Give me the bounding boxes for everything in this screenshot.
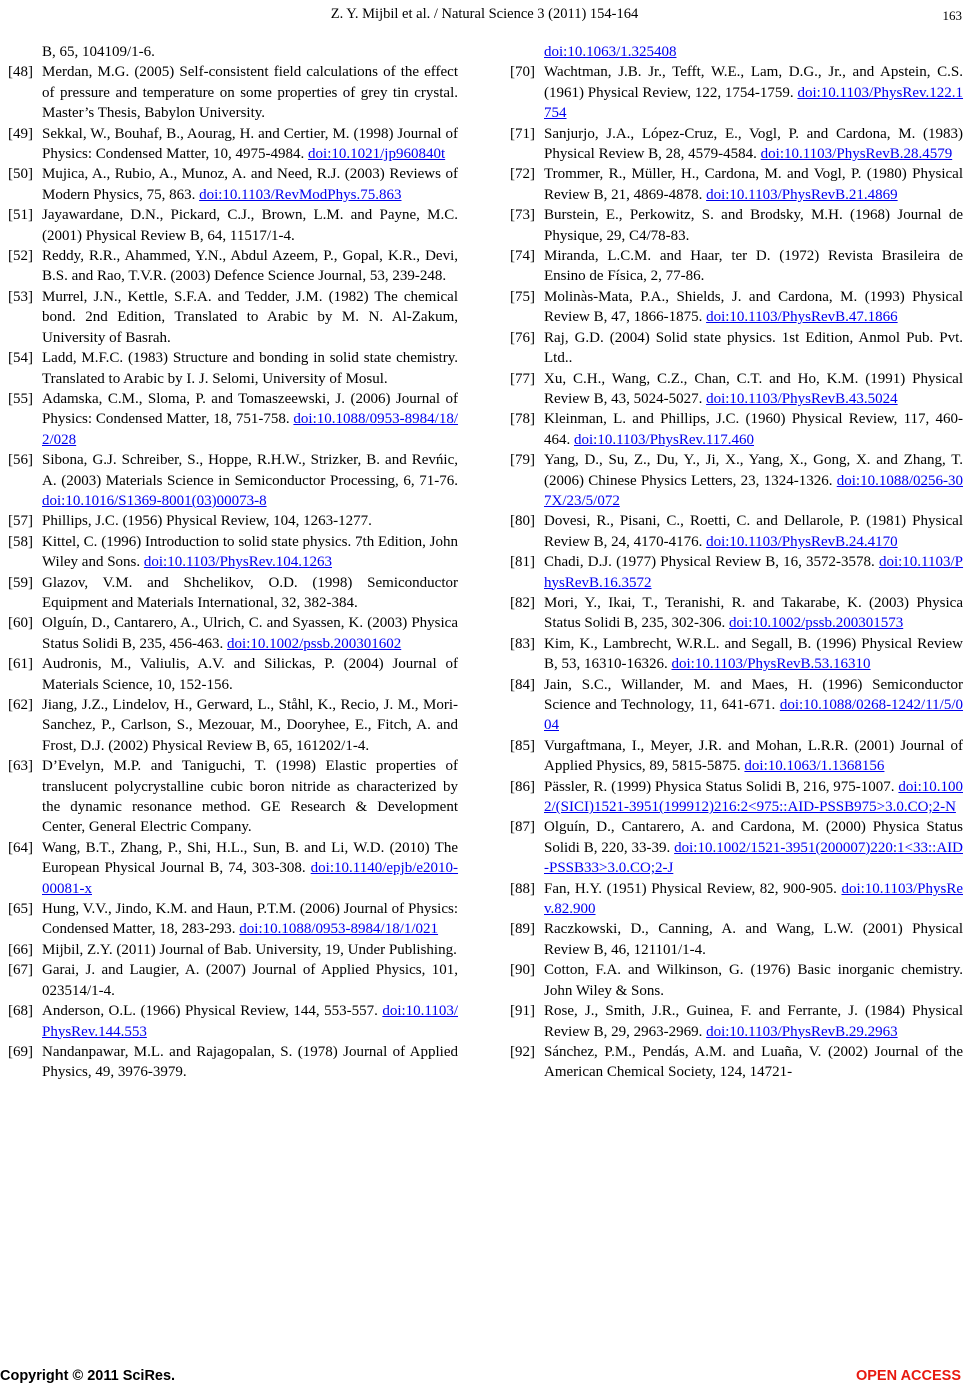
- reference-body: [42, 62, 458, 123]
- reference-body: [42, 940, 458, 960]
- page-header: [0, 6, 969, 32]
- running-title: Z. Y. Mijbil et al. / Natural Science 3 (2011) 154-164: [330, 6, 639, 22]
- reference-item: [8, 164, 458, 205]
- reference-text: Adamska, C.M., Sloma, P. and Tomaszeewski, J. (2006) Journal of Physics: Condensed Matter, 18, 751-758.: [42, 390, 458, 428]
- doi-link[interactable]: doi:10.1103/PhysRevB.43.5024: [706, 390, 898, 407]
- reference-body: [42, 1042, 458, 1083]
- reference-item: [510, 879, 963, 920]
- page-number: 163: [942, 8, 962, 23]
- doi-link[interactable]: doi:10.1088/0953-8984/18/2/028: [42, 411, 459, 448]
- reference-number: [52]: [8, 248, 33, 265]
- reference-text: Xu, C.H., Wang, C.Z., Chan, C.T. and Ho, K.M. (1991) Physical Review B, 43, 5024-5027.: [544, 370, 963, 407]
- reference-item: [8, 838, 458, 899]
- reference-text: Sanjurjo, J.A., López-Cruz, E., Vogl, P. and Cardona, M. (1983) Physical Review B, 28, 4579-4584.: [544, 125, 963, 163]
- reference-number: [65]: [8, 901, 33, 918]
- reference-item: [510, 919, 963, 960]
- reference-number: [50]: [8, 166, 33, 183]
- reference-text: Jain, S.C., Willander, M. and Maes, H. (1996) Semiconductor Science and Technology, 11, 641-671.: [544, 676, 963, 713]
- doi-link[interactable]: doi:10.1103/PhysRev.144.553: [42, 1003, 459, 1040]
- reference-text: Wang, B.T., Zhang, P., Shi, H.L., Sun, B. and Li, W.D. (2010) The European Physical Journal B, 74, 303-308.: [42, 839, 458, 877]
- reference-number: [75]: [510, 288, 535, 305]
- reference-number: [85]: [510, 737, 535, 754]
- reference-body: [544, 205, 963, 246]
- reference-number: [55]: [8, 390, 33, 407]
- reference-item: [8, 205, 458, 246]
- reference-body: [544, 328, 963, 369]
- reference-text: Mori, Y., Ikai, T., Teranishi, R. and Takarabe, K. (2003) Physica Status Solidi B, 235, 302-306.: [544, 594, 963, 632]
- doi-link[interactable]: doi:10.1140/epjb/e2010-00081-x: [42, 860, 459, 897]
- reference-list: [8, 62, 458, 1082]
- reference-item: [510, 634, 963, 675]
- reference-item: [8, 899, 458, 940]
- reference-item: [510, 552, 963, 593]
- reference-body: [42, 838, 458, 899]
- reference-item: [510, 736, 963, 777]
- reference-body: [544, 164, 963, 205]
- reference-body: [544, 736, 963, 777]
- copyright-notice: Copyright © 2011 SciRes.: [0, 1368, 176, 1384]
- reference-body: [42, 654, 458, 695]
- reference-item: [8, 511, 458, 531]
- reference-item: [8, 532, 458, 573]
- reference-item: [8, 287, 458, 348]
- reference-number: [67]: [8, 962, 33, 979]
- reference-text: Raczkowski, D., Canning, A. and Wang, L.W. (2001) Physical Review B, 46, 121101/1-4.: [544, 921, 963, 958]
- reference-body: [544, 552, 963, 593]
- doi-link[interactable]: doi:10.1103/RevModPhys.75.863: [199, 186, 402, 203]
- reference-number: [49]: [8, 125, 33, 142]
- reference-body: [544, 511, 963, 552]
- reference-text: Jiang, J.Z., Lindelov, H., Gerward, L., Ståhl, K., Recio, J. M., Mori-Sanchez, P., Carlson, S., Mezouar, M., Dooryhee, E., Fitch, A. and Frost, D.J. (2002) Physical Review B, 65, 161202/1-4.: [42, 697, 458, 754]
- reference-body: [544, 287, 963, 328]
- reference-text: Chadi, D.J. (1977) Physical Review B, 16, 3572-3578.: [544, 554, 875, 571]
- reference-body: [544, 675, 963, 736]
- reference-text: Olguín, D., Cantarero, A., Ulrich, C. and Syassen, K. (2003) Physica Status Solidi B, 235, 456-463.: [42, 615, 458, 652]
- reference-item: [510, 205, 963, 246]
- doi-link[interactable]: doi:10.1002/pssb.200301602: [227, 635, 402, 652]
- reference-number: [74]: [510, 248, 535, 265]
- reference-text: Trommer, R., Müller, H., Cardona, M. and Vogl, P. (1980) Physical Review B, 21, 4869-4878.: [544, 166, 963, 203]
- doi-link[interactable]: doi:10.1103/PhysRevB.28.4579: [760, 146, 953, 163]
- reference-number: [71]: [510, 125, 535, 142]
- reference-text: Nandanpawar, M.L. and Rajagopalan, S. (1978) Journal of Applied Physics, 49, 3976-3979.: [42, 1043, 458, 1081]
- reference-item: [510, 511, 963, 552]
- reference-number: [79]: [510, 452, 535, 469]
- reference-number: [58]: [8, 533, 33, 550]
- reference-item: [8, 756, 458, 838]
- reference-item: [8, 389, 458, 450]
- reference-number: [90]: [510, 962, 535, 979]
- reference-body: [544, 246, 963, 287]
- reference-text: Phillips, J.C. (1956) Physical Review, 104, 1263-1277.: [42, 513, 372, 530]
- reference-text: Reddy, R.R., Ahammed, Y.N., Abdul Azeem, P., Gopal, K.R., Devi, B.S. and Rao, T.V.R. (2003) Defence Science Journal, 53, 239-248.: [42, 248, 458, 285]
- doi-link[interactable]: doi:10.1063/1.1368156: [744, 758, 885, 775]
- reference-text: Jayawardane, D.N., Pickard, C.J., Brown, L.M. and Payne, M.C. (2001) Physical Review B, 64, 11517/1-4.: [42, 207, 458, 244]
- reference-item: [510, 409, 963, 450]
- reference-number: [56]: [8, 452, 33, 469]
- doi-link[interactable]: doi:10.1103/PhysRevB.47.1866: [706, 309, 898, 326]
- reference-item: [8, 450, 458, 511]
- reference-item: [510, 246, 963, 287]
- reference-text: Miranda, L.C.M. and Haar, ter D. (1972) Revista Brasileira de Ensino de Física, 2, 77-86.: [544, 248, 963, 285]
- reference-item: [510, 1001, 963, 1042]
- reference-number: [62]: [8, 697, 33, 713]
- reference-number: [73]: [510, 207, 535, 224]
- reference-text: Ladd, M.F.C. (1983) Structure and bonding in solid state chemistry. Translated to Arabic by I. J. Selomi, University of Mosul.: [42, 350, 458, 387]
- reference-number: [89]: [510, 921, 535, 938]
- reference-text: Mujica, A., Rubio, A., Munoz, A. and Need, R.J. (2003) Reviews of Modern Physics, 75, 863.: [42, 166, 458, 203]
- reference-number: [87]: [510, 819, 535, 836]
- doi-link[interactable]: doi:10.1103/PhysRevB.24.4170: [706, 533, 898, 550]
- reference-number: [83]: [510, 635, 535, 652]
- reference-item: [8, 246, 458, 287]
- reference-number: [61]: [8, 656, 33, 673]
- reference-text: Cotton, F.A. and Wilkinson, G. (1976) Basic inorganic chemistry. John Wiley & Sons.: [544, 962, 963, 999]
- reference-body: [42, 450, 458, 511]
- reference-text: Mijbil, Z.Y. (2011) Journal of Bab. University, 19, Under Publishing.: [42, 941, 457, 958]
- reference-body: [42, 960, 458, 1001]
- page-footer: [0, 1368, 969, 1388]
- reference-body: [42, 389, 458, 450]
- reference-body: [544, 960, 963, 1001]
- reference-number: [78]: [510, 411, 535, 428]
- reference-item: [510, 450, 963, 511]
- reference-text: Kim, K., Lambrecht, W.R.L. and Segall, B. (1996) Physical Review B, 53, 16310-16326.: [544, 635, 963, 673]
- reference-item: [510, 960, 963, 1001]
- reference-text: Kittel, C. (1996) Introduction to solid state physics. 7th Edition, John Wiley and Sons.: [42, 533, 458, 571]
- reference-text: Garai, J. and Laugier, A. (2007) Journal of Applied Physics, 101, 023514/1-4.: [42, 962, 458, 999]
- reference-text: Wachtman, J.B. Jr., Tefft, W.E., Lam, D.G., Jr., and Apstein, C.S. (1961) Physical Review, 122, 1754-1759.: [544, 64, 963, 101]
- reference-number: [59]: [8, 574, 33, 591]
- right-reference-column: [510, 42, 963, 1083]
- reference-item: [510, 777, 963, 818]
- reference-number: [82]: [510, 594, 535, 611]
- reference-number: [64]: [8, 839, 33, 856]
- reference-item: [510, 287, 963, 328]
- doi-link[interactable]: doi:10.1002/(SICI)1521-3951(199912)216:2<975::AID-PSSB975>3.0.CO;2-N: [544, 778, 963, 816]
- doi-link[interactable]: doi:10.1103/PhysRevB.53.16310: [671, 656, 871, 673]
- reference-body: [42, 287, 458, 348]
- reference-body: [544, 409, 963, 450]
- reference-body: [42, 124, 458, 165]
- reference-text: Olguín, D., Cantarero, A. and Cardona, M. (2000) Physica Status Solidi B, 220, 33-39.: [544, 819, 963, 856]
- reference-text: D’Evelyn, M.P. and Taniguchi, T. (1998) Elastic properties of translucent polycrystalline cubic boron nitride as characterized by the dynamic resonance method. GE Research & Development Center, General Electric Company.: [42, 758, 458, 836]
- reference-item: [8, 1001, 458, 1042]
- reference-body: [42, 164, 458, 205]
- reference-list: [510, 62, 963, 1082]
- reference-item: [8, 124, 458, 165]
- doi-link[interactable]: doi:10.1088/0268-1242/11/5/004: [544, 697, 964, 734]
- reference-number: [84]: [510, 676, 535, 693]
- doi-link[interactable]: doi:10.1088/0953-8984/18/1/021: [239, 921, 439, 938]
- reference-item: [8, 1042, 458, 1083]
- reference-body: [544, 919, 963, 960]
- reference-number: [72]: [510, 166, 535, 183]
- reference-number: [66]: [8, 941, 33, 958]
- reference-text: Burstein, E., Perkowitz, S. and Brodsky, M.H. (1968) Journal de Physique, 29, C4/78-83.: [544, 207, 963, 244]
- reference-item: [510, 675, 963, 736]
- reference-item: [510, 62, 963, 123]
- reference-body: [544, 450, 963, 511]
- reference-body: [544, 879, 963, 920]
- reference-number: [77]: [510, 370, 535, 387]
- doi-link[interactable]: doi:10.1103/PhysRev.117.460: [574, 431, 755, 448]
- reference-body: [42, 756, 458, 838]
- reference-text: Yang, D., Su, Z., Du, Y., Ji, X., Yang, X., Gong, X. and Zhang, T. (2006) Chinese Physics Letters, 23, 1324-1326.: [544, 452, 963, 489]
- reference-body: [42, 573, 458, 614]
- reference-number: [91]: [510, 1003, 535, 1020]
- reference-item: [8, 573, 458, 614]
- reference-body: [544, 593, 963, 634]
- reference-body: [544, 369, 963, 410]
- reference-item: [8, 348, 458, 389]
- reference-number: [53]: [8, 288, 33, 305]
- reference-number: [51]: [8, 207, 33, 224]
- reference-number: [80]: [510, 513, 535, 530]
- reference-item: [8, 940, 458, 960]
- reference-text: Hung, V.V., Jindo, K.M. and Haun, P.T.M. (2006) Journal of Physics: Condensed Matter, 18, 283-293.: [42, 901, 458, 938]
- reference-text: Sánchez, P.M., Pendás, A.M. and Luaña, V. (2002) Journal of the American Chemical Society, 124, 14721-: [544, 1043, 963, 1081]
- doi-link[interactable]: doi:10.1016/S1369-8001(03)00073-8: [42, 492, 267, 509]
- reference-text: Sekkal, W., Bouhaf, B., Aourag, H. and Certier, M. (1998) Journal of Physics: Condensed Matter, 10, 4975-4984.: [42, 125, 458, 163]
- reference-number: [60]: [8, 615, 33, 632]
- reference-number: [70]: [510, 64, 535, 81]
- reference-number: [63]: [8, 758, 33, 775]
- reference-body: [42, 613, 458, 654]
- reference-text: Audronis, M., Valiulis, A.V. and Silickas, P. (2004) Journal of Materials Science, 10, 152-156.: [42, 656, 458, 693]
- reference-number: [92]: [510, 1043, 535, 1060]
- reference-item: [510, 164, 963, 205]
- reference-item: [510, 369, 963, 410]
- reference-text: Raj, G.D. (2004) Solid state physics. 1st Edition, Anmol Pub. Pvt. Ltd..: [544, 329, 963, 367]
- doi-link[interactable]: doi:10.1103/PhysRev.122.1754: [544, 84, 964, 122]
- reference-item: [510, 817, 963, 878]
- doi-link[interactable]: doi:10.1002/pssb.200301573: [729, 615, 904, 632]
- doi-link[interactable]: doi:10.1063/1.325408: [544, 44, 677, 60]
- reference-body: [42, 348, 458, 389]
- reference-text: Vurgaftmana, I., Meyer, J.R. and Mohan, L.R.R. (2001) Journal of Applied Physics, 89, 5815-5875.: [544, 737, 963, 775]
- doi-link[interactable]: doi:10.1021/jp960840t: [308, 146, 446, 163]
- reference-number: [76]: [510, 329, 535, 346]
- reference-item: [8, 695, 458, 756]
- doi-link[interactable]: doi:10.1103/PhysRevB.16.3572: [544, 554, 964, 591]
- reference-text: Fan, H.Y. (1951) Physical Review, 82, 900-905.: [544, 880, 837, 897]
- reference-item: [8, 613, 458, 654]
- reference-item: [8, 654, 458, 695]
- doi-link[interactable]: doi:10.1002/1521-3951(200007)220:1<33::AID-PSSB33>3.0.CO;2-J: [544, 839, 963, 877]
- reference-number: [88]: [510, 880, 535, 897]
- reference-body: [42, 695, 458, 756]
- reference-item: [510, 124, 963, 165]
- reference-number: [54]: [8, 350, 33, 367]
- reference-body: [42, 205, 458, 246]
- reference-text: Glazov, V.M. and Shchelikov, O.D. (1998) Semiconductor Equipment and Materials International, 32, 382-384.: [42, 574, 458, 611]
- reference-item: [8, 62, 458, 123]
- reference-text: Anderson, O.L. (1966) Physical Review, 144, 553-557.: [42, 1003, 378, 1020]
- reference-body: [544, 1042, 963, 1083]
- doi-link[interactable]: doi:10.1103/PhysRev.82.900: [544, 880, 963, 918]
- reference-body: [544, 817, 963, 878]
- reference-text: Molinàs-Mata, P.A., Shields, J. and Cardona, M. (1993) Physical Review B, 47, 1866-1875.: [544, 288, 963, 326]
- doi-link[interactable]: doi:10.1088/0256-307X/23/5/072: [544, 472, 963, 509]
- reference-body: [544, 124, 963, 165]
- open-access-label: OPEN ACCESS: [855, 1368, 961, 1384]
- reference-body: [544, 1001, 963, 1042]
- reference-body: [42, 1001, 458, 1042]
- doi-link[interactable]: doi:10.1103/PhysRevB.29.2963: [706, 1023, 898, 1040]
- reference-body: [544, 62, 963, 123]
- reference-text: Rose, J., Smith, J.R., Guinea, F. and Ferrante, J. (1984) Physical Review B, 29, 2963-2969.: [544, 1003, 963, 1040]
- reference-item: [8, 960, 458, 1001]
- reference-text: Murrel, J.N., Kettle, S.F.A. and Tedder, J.M. (1982) The chemical bond. 2nd Edition, Translated to Arabic by M. N. Al-Zakum, University of Basrah.: [42, 288, 458, 346]
- reference-text: Sibona, G.J. Schreiber, S., Hoppe, R.H.W., Strizker, B. and Revńic, A. (2003) Materials Science in Semiconductor Processing, 6, 71-76.: [42, 452, 458, 489]
- doi-link[interactable]: doi:10.1103/PhysRev.104.1263: [143, 554, 332, 571]
- reference-continuation: B, 65, 104109/1-6.: [42, 44, 155, 60]
- reference-body: [544, 777, 963, 818]
- reference-text: Dovesi, R., Pisani, C., Roetti, C. and Dellarole, P. (1981) Physical Review B, 24, 4170-4176.: [544, 513, 963, 550]
- reference-text: Pässler, R. (1999) Physica Status Solidi B, 216, 975-1007.: [544, 778, 895, 795]
- reference-item: [510, 1042, 963, 1083]
- reference-item: [510, 593, 963, 634]
- reference-text: Kleinman, L. and Phillips, J.C. (1960) Physical Review, 117, 460-464.: [544, 411, 963, 448]
- reference-body: [42, 899, 458, 940]
- left-reference-column: [8, 42, 458, 1083]
- reference-item: [510, 328, 963, 369]
- reference-body: [544, 634, 963, 675]
- reference-number: [69]: [8, 1043, 33, 1060]
- reference-number: [81]: [510, 554, 535, 571]
- reference-number: [57]: [8, 513, 33, 530]
- reference-number: [68]: [8, 1003, 33, 1020]
- reference-text: Merdan, M.G. (2005) Self-consistent field calculations of the effect of pressure and temperature on some properties of grey tin crystal. Master’s Thesis, Babylon University.: [42, 64, 458, 122]
- doi-link[interactable]: doi:10.1103/PhysRevB.21.4869: [706, 186, 898, 203]
- reference-body: [42, 532, 458, 573]
- reference-body: [42, 246, 458, 287]
- reference-body: [42, 511, 458, 531]
- reference-number: [48]: [8, 64, 33, 81]
- reference-number: [86]: [510, 778, 535, 795]
